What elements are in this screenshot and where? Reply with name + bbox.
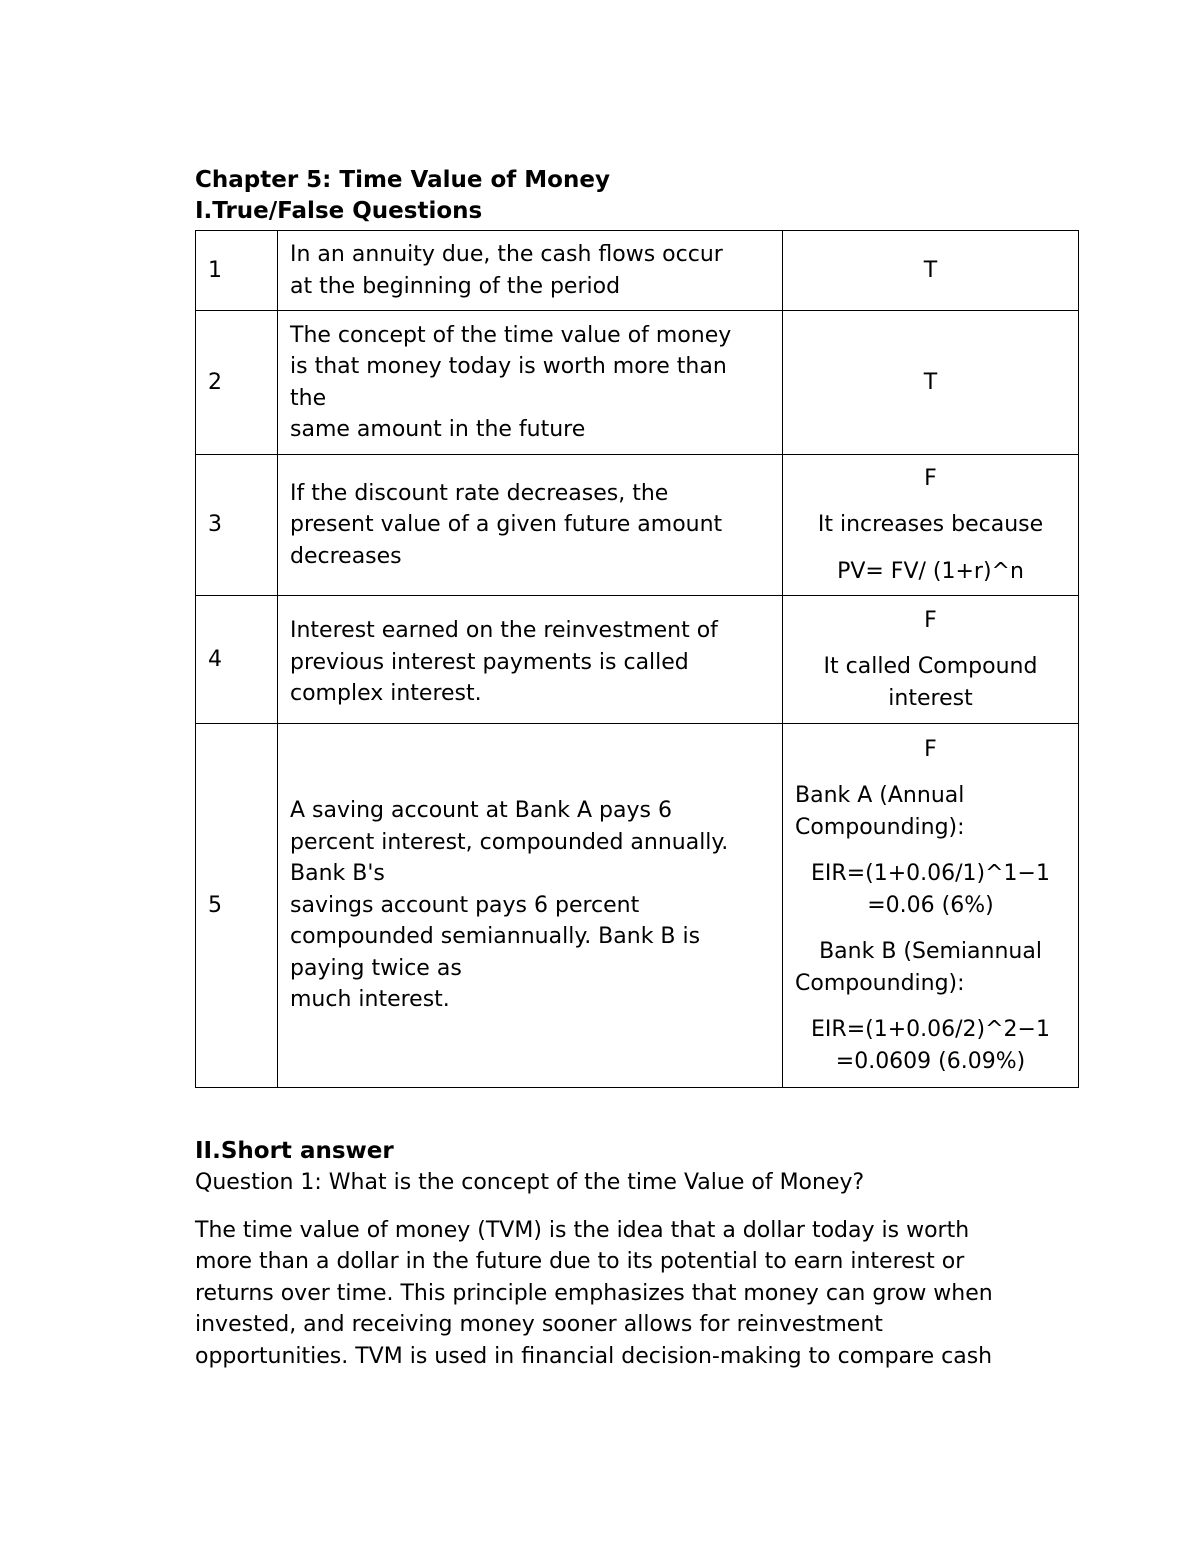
bank-a-calc: EIR=(1+0.06/1)^1−1 <box>811 861 1050 887</box>
question-1: Question 1: What is the concept of the time Value of Money? <box>195 1170 865 1195</box>
question-answer: F Bank A (Annual Compounding): EIR=(1+0.06/1)^1−1 =0.06 (6%) Bank B (Semiannual Compounding): EIR=(1+0.06/2)^2−1 =0.0609 (6.09%) <box>783 724 1079 1088</box>
question-statement: In an annuity due, the cash flows occur at the beginning of the period <box>278 231 783 311</box>
question-number: 5 <box>196 724 278 1088</box>
bank-a-label: Bank A (Annual <box>795 783 965 809</box>
bank-b-calc: EIR=(1+0.06/2)^2−1 <box>811 1017 1050 1043</box>
question-answer: F It increases because PV= FV/ (1+r)^n <box>783 455 1079 596</box>
answer-1: The time value of money (TVM) is the idea that a dollar today is worth more than a dollar in the future due to its potential to earn interest or returns over time. This principle emphasizes that money can grow when invested, and receiving money sooner allows for reinvestment opportunities. TVM is used in financial decision-making to compare cash <box>195 1217 993 1369</box>
bank-b-label: Bank B (Semiannual <box>819 939 1042 965</box>
question-answer: T <box>783 231 1079 311</box>
document-page <box>195 165 1078 1372</box>
true-false-table <box>195 230 1079 1088</box>
short-answer-section <box>195 1136 1078 1372</box>
section-title-short-answer: II.Short answer <box>195 1138 394 1164</box>
table-row <box>196 596 1079 724</box>
question-number: 2 <box>196 311 278 455</box>
question-answer: F It called Compound interest <box>783 596 1079 724</box>
table-row <box>196 724 1079 1088</box>
table-row <box>196 311 1079 455</box>
question-number: 1 <box>196 231 278 311</box>
question-statement: The concept of the time value of money is that money today is worth more than the same amount in the future <box>278 311 783 455</box>
section-title-true-false: I.True/False Questions <box>195 198 483 224</box>
table-row <box>196 231 1079 311</box>
question-number: 3 <box>196 455 278 596</box>
question-number: 4 <box>196 596 278 724</box>
question-statement: If the discount rate decreases, the present value of a given future amount decreases <box>278 455 783 596</box>
question-statement: A saving account at Bank A pays 6 percent interest, compounded annually. Bank B's savings account pays 6 percent compounded semiannually. Bank B is paying twice as much interest. <box>278 724 783 1088</box>
question-answer: T <box>783 311 1079 455</box>
question-statement: Interest earned on the reinvestment of previous interest payments is called complex interest. <box>278 596 783 724</box>
chapter-title: Chapter 5: Time Value of Money <box>195 167 610 193</box>
table-row <box>196 455 1079 596</box>
